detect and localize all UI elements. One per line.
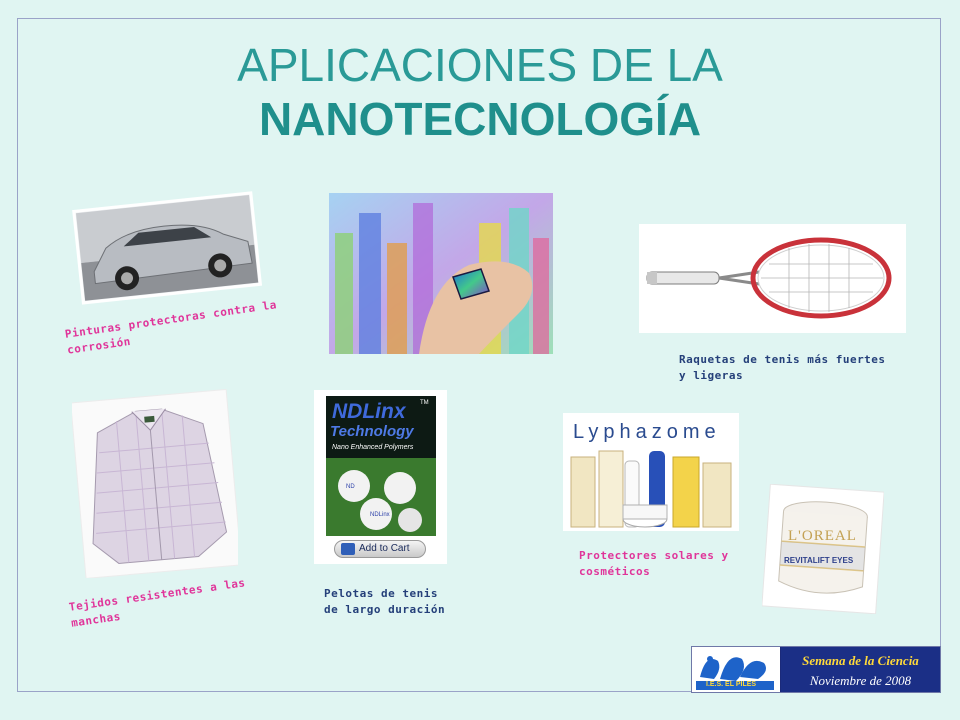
golf-balls-image [314,390,447,564]
cream-jar-image [762,484,884,614]
caption-racket: Raquetas de tenis más fuertes y ligeras [679,353,886,382]
ndlinx-technology: Technology [330,423,414,440]
caption-golf: Pelotas de tenis de largo duración [324,587,446,616]
nano-chip-test-tubes-image [329,193,553,354]
caption-cosmetics: Protectores solares y cosméticos [579,549,729,578]
ndlinx-tagline: Nano Enhanced Polymers [332,444,414,451]
caption-car: Pinturas protectoras contra la corrosión [64,298,278,357]
ndlinx-tm: TM [420,400,429,406]
event-badge [691,646,941,693]
event-date: Noviembre de 2008 [809,673,912,688]
event-name: Semana de la Ciencia [802,653,919,668]
add-to-cart-button[interactable] [334,540,426,558]
caption-shirt: Tejidos resistentes a las manchas [68,576,247,630]
badge-text-panel [781,647,940,692]
svg-text:NDLinx: NDLinx [370,512,390,518]
school-logo [692,647,782,692]
loreal-product: REVITALIFT EYES [784,556,854,565]
slide-title-line1: APLICACIONES DE LA [237,39,723,91]
slide-title-line2: NANOTECNOLOGÍA [258,93,702,145]
lyphazome-brand: Lyphazome [573,421,721,443]
ndlinx-brand: NDLinx [332,400,406,423]
add-to-cart-label: Add to Cart [359,543,410,554]
shirt-image [72,388,238,578]
svg-text:ND: ND [346,484,355,490]
loreal-brand: L'OREAL [788,528,857,544]
school-name: I.E.S. EL PILES [706,681,757,688]
cart-icon [341,543,355,555]
cosmetics-image [563,413,739,531]
car-image [66,188,266,306]
tennis-racket-image [639,224,906,333]
